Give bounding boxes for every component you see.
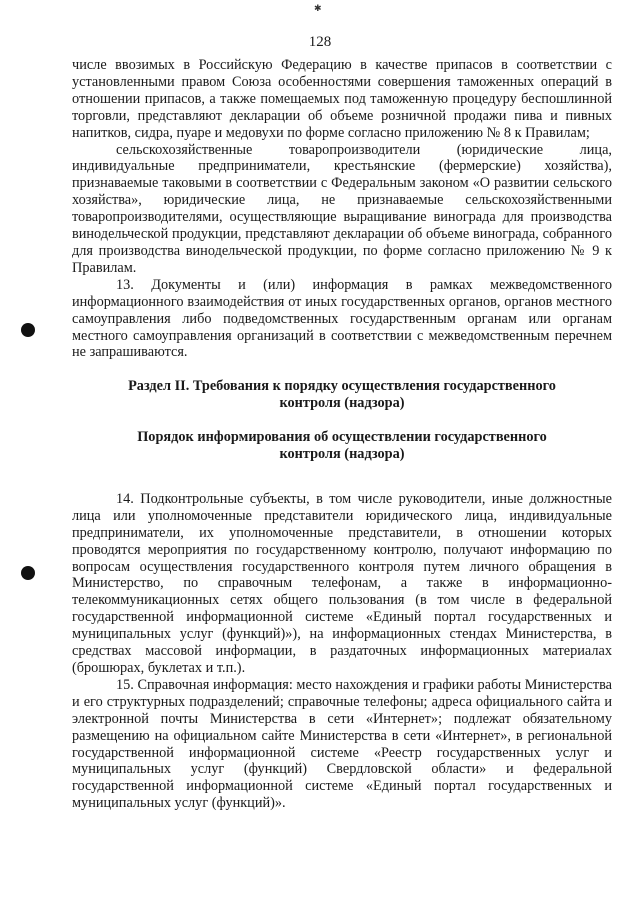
section-heading: Раздел II. Требования к порядку осуществления государственного контроля (надзора) — [128, 378, 556, 412]
sub-heading: Порядок информирования об осуществлении государственного контроля (надзора) — [137, 429, 547, 463]
document-body — [72, 57, 612, 812]
scan-mark: ✱ — [314, 3, 322, 13]
paragraph-15: 15. Справочная информация: место нахождения и графики работы Министерства и его структурных подразделений; справочные телефоны; адреса официального сайта и электронной почты Министерства в сети «Интернет»; подлежат обязательному размещению на официальном сайте Министерства в сети «Интернет», в региональной государственной информационной системе «Реестр государственных услуг и муниципальных услуг (функций) Свердловской области» и федеральной государственной информационной системе «Единый портал государственных и муниципальных услуг (функций)». — [72, 676, 612, 812]
page-number: 128 — [308, 34, 332, 50]
punch-hole-mark — [21, 566, 35, 580]
punch-hole-mark — [21, 323, 35, 337]
paragraph-continuation: числе ввозимых в Российскую Федерацию в качестве припасов в соответствии с установленными правом Союза особенностями совершения таможенных операций в отношении припасов, а также помещаемых под таможенную процедуру беспошлинной торговли, представляют декларации об объеме розничной продажи пива и пивных напитков, сидра, пуаре и медовухи по форме согласно приложению № 8 к Правилам; — [72, 57, 612, 141]
paragraph-14: 14. Подконтрольные субъекты, в том числе руководители, иные должностные лица или уполномоченные представители юридического лица, индивидуальные предприниматели, их уполномоченные представители, в отношении которых проводятся мероприятия по государственному контролю, получают информацию по вопросам осуществления государственного контроля путем личного обращения в Министерство, по справочным телефонам, а также в информационно-телекоммуникационных сетях общего пользования (в том числе в федеральной государственной информационной системе «Единый портал государственных и муниципальных услуг (функций)»), на информационных стендах Министерства, в средствах массовой информации, в раздаточных информационных материалах (брошюрах, буклетах и т.п.). — [72, 490, 612, 676]
paragraph-13: 13. Документы и (или) информация в рамках межведомственного информационного взаимодействия от иных государственных органов, органов местного самоуправления либо подведомственных государственным органам или органам местного самоуправления организаций в соответствии с межведомственным перечнем не запрашиваются. — [72, 276, 612, 361]
paragraph-agricultural-producers: сельскохозяйственные товаропроизводители (юридические лица, индивидуальные предприниматели, крестьянские (фермерские) хозяйства), признаваемые таковыми в соответствии с Федеральным законом «О развитии сельского хозяйства», юридические лица, не признаваемые сельскохозяйственными товаропроизводителями, осуществляющие выращивание винограда для производства винодельческой продукции, представляют декларации об объеме винограда, собранного для производства винодельческой продукции, по форме согласно приложению № 9 к Правилам. — [72, 141, 612, 276]
